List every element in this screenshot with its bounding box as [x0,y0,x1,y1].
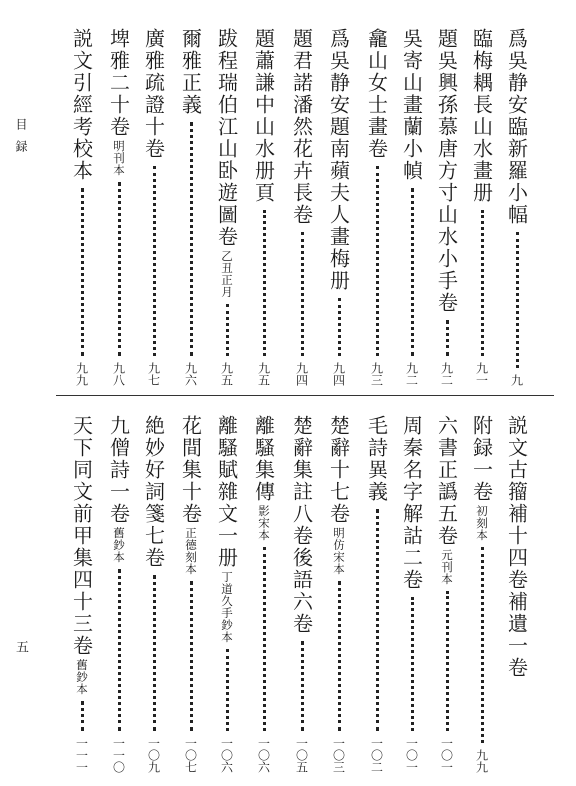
toc-entry [105,28,133,386]
leader-dots [153,575,156,731]
toc-entry [140,415,168,773]
entry-page-number: 九二 [439,362,454,386]
entry-page-number: 九五 [219,362,234,386]
entry-title: 絶妙好詞箋七卷 [141,415,166,569]
entry-title: 楚辭集註八卷後語六卷 [289,415,314,635]
entry-title: 楚辭十七卷 [326,415,351,525]
toc-entry [363,28,391,386]
page-number: 五 [13,640,28,663]
leader-dots [516,232,519,368]
entry-title: 臨梅耦長山水畫册 [469,28,494,204]
toc-entry [288,28,316,386]
entry-page-number: 一〇三 [331,737,346,773]
leader-dots [411,597,414,731]
entry-page-number: 九一 [474,362,489,386]
toc-entry [213,415,241,773]
entry-title: 離騷賦雜文一册 [214,415,239,569]
toc-entry [68,28,96,386]
leader-dots [338,298,341,356]
toc-entry [468,415,496,773]
toc-entry [503,28,531,386]
toc-entry [503,415,531,773]
toc-entry [105,415,133,773]
leader-dots [338,581,341,731]
entry-page-number: 九 [509,374,524,386]
toc-entry [325,28,353,386]
entry-title: 龕山女士畫卷 [364,28,389,160]
entry-page-number: 九三 [369,362,384,386]
leader-dots [376,509,379,731]
entry-page-number: 一〇二 [369,737,384,773]
leader-dots [190,581,193,731]
leader-dots [481,210,484,356]
toc-entry [433,415,461,773]
entry-page-number: 九五 [256,362,271,386]
leader-dots [81,701,84,731]
toc-entry [213,28,241,386]
leader-dots [118,182,121,356]
entry-title: 爲吳静安臨新羅小幅 [504,28,529,226]
entry-edition-note: 正德刻本 [184,527,198,575]
toc-entry [363,415,391,773]
leader-dots [301,232,304,356]
leader-dots [263,547,266,731]
entry-page-number: 一〇六 [256,737,271,773]
entry-page-number: 一〇六 [219,737,234,773]
entry-page-number: 一一一 [74,737,89,773]
entry-title: 毛詩異義 [364,415,389,503]
entry-title: 跋程瑞伯江山卧遊圖卷 [214,28,239,248]
entry-title: 題君諾潘然花卉長卷 [289,28,314,226]
entry-page-number: 九九 [74,362,89,386]
entry-title: 埤雅二十卷 [106,28,131,138]
leader-dots [376,166,379,356]
toc-entry [177,415,205,773]
entry-title: 爾雅正義 [178,28,203,116]
entry-page-number: 九四 [294,362,309,386]
toc-entry [325,415,353,773]
running-header: 目録 [14,118,28,162]
entry-page-number: 九七 [146,362,161,386]
entry-title: 九僧詩一卷 [106,415,131,525]
toc-entry [398,415,426,773]
entry-title: 附録一卷 [469,415,494,503]
leader-dots [118,569,121,731]
entry-edition-note: 舊鈔本 [112,527,126,563]
entry-page-number: 九二 [404,362,419,386]
entry-edition-note: 丁道久手鈔本 [220,571,234,643]
entry-title: 題吳興孫慕唐方寸山水小手卷 [434,28,459,314]
entry-page-number: 九九 [474,749,489,773]
entry-page-number: 一〇五 [294,737,309,773]
entry-title: 周秦名字解詁二卷 [399,415,424,591]
entry-edition-note: 乙丑正月 [220,250,234,298]
entry-title: 六書正譌五卷 [434,415,459,547]
entry-title: 花間集十卷 [178,415,203,525]
leader-dots [81,188,84,356]
entry-edition-note: 舊鈔本 [75,659,89,695]
toc-entry [177,28,205,386]
entry-page-number: 九六 [183,362,198,386]
entry-page-number: 一一〇 [111,737,126,773]
toc-entry [468,28,496,386]
entry-title: 題蕭謙中山水册頁 [251,28,276,204]
entry-edition-note: 初刻本 [475,505,489,541]
entry-page-number: 九四 [331,362,346,386]
toc-entry [68,415,96,773]
leader-dots [226,649,229,731]
entry-page-number: 一〇一 [439,737,454,773]
leader-dots [446,320,449,356]
leader-dots [446,591,449,731]
leader-dots [481,547,484,743]
leader-dots [301,641,304,731]
toc-entry [433,28,461,386]
entry-edition-note: 影宋本 [257,505,271,541]
entry-page-number: 一〇九 [146,737,161,773]
entry-title: 説文古籀補十四卷補遺一卷 [504,415,529,679]
entry-edition-note: 明刊本 [112,140,126,176]
entry-title: 吳寄山畫蘭小幀 [399,28,424,182]
entry-edition-note: 明仿宋本 [332,527,346,575]
entry-title: 説文引經考校本 [69,28,94,182]
toc-entry [398,28,426,386]
entry-title: 離騷集傳 [251,415,276,503]
leader-dots [153,166,156,356]
leader-dots [190,122,193,356]
entry-title: 爲吳静安題南蘋夫人畫梅册 [326,28,351,292]
leader-dots [226,304,229,356]
toc-entry [288,415,316,773]
toc-entry [250,415,278,773]
leader-dots [263,210,266,356]
entry-page-number: 一〇一 [404,737,419,773]
entry-edition-note: 元刊本 [440,549,454,585]
leader-dots [411,188,414,356]
entry-page-number: 一〇七 [183,737,198,773]
toc-entry [250,28,278,386]
divider-rule [56,395,554,396]
entry-page-number: 九八 [111,362,126,386]
entry-title: 天下同文前甲集四十三卷 [69,415,94,657]
toc-entry [140,28,168,386]
entry-title: 廣雅疏證十卷 [141,28,166,160]
